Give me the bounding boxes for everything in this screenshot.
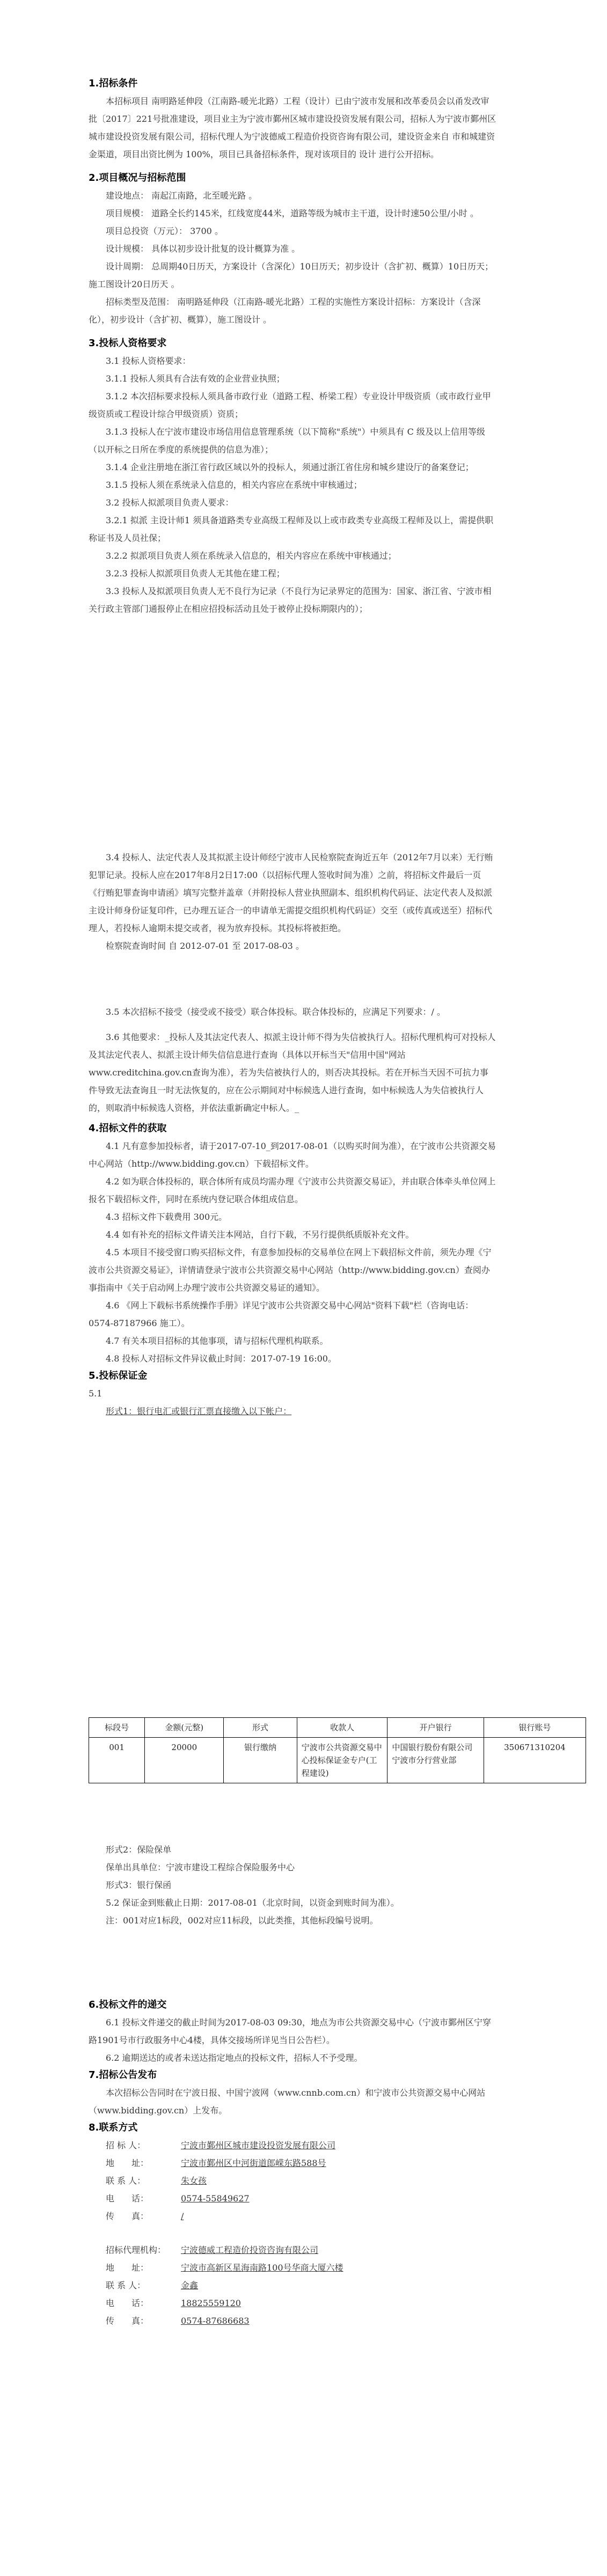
contact-value: 0574-55849627 <box>181 2193 250 2204</box>
section-7-title: 7.招标公告发布 <box>89 2069 157 2081</box>
doc-4-3: 4.3 招标文件下载费用 300元。 <box>106 1212 228 1222</box>
procuratorate-query-period: 检察院查询时间 自 2012-07-01 至 2017-08-03 。 <box>106 941 304 951</box>
section-1-body: 本招标项目 南明路延伸段（江南路-暖光北路）工程（设计）已由宁波市发展和改革委员会以甬发改审批〔2017〕221号批准建设，项目业主为宁波市鄞州区城市建设投资发展有限公司，招标人为宁波市鄞州区城市建设投资发展有限公司，招标代理人为宁波德威工程造价投资咨询有限公司，建设资金来自 市和城建资金渠道，项目出资比例为 100%，项目已具备招标条件，现对该项目的 设计 进行公开招标。 <box>89 96 496 159</box>
requirement-3-1: 3.1 投标人资格要求： <box>106 356 191 366</box>
section-4-title: 4.招标文件的获取 <box>89 1123 167 1134</box>
section-8-title: 8.联系方式 <box>89 2122 138 2133</box>
project-location: 建设地点： 南起江南路，北至暖光路 。 <box>106 191 258 201</box>
cell-form: 银行缴纳 <box>224 1738 297 1783</box>
contact-row <box>106 2241 496 2259</box>
cell-lot: 001 <box>89 1738 145 1783</box>
contact-value: 宁波德威工程造价投资咨询有限公司 <box>181 2245 319 2255</box>
section-3-title: 3.投标人资格要求 <box>89 338 167 349</box>
requirement-3-2: 3.2 投标人拟派项目负责人要求： <box>106 497 234 508</box>
contact-row <box>106 2312 496 2330</box>
doc-4-4: 4.4 如有补充的招标文件请关注本网站，自行下载，不另行提供纸质版补充文件。 <box>106 1230 414 1240</box>
tender-scope: 招标类型及范围： 南明路延伸段（江南路-暖光北路）工程的实施性方案设计招标：方案设计（含深化），初步设计（含扩初、概算），施工图设计 。 <box>89 297 481 325</box>
contact-key: 电 话： <box>106 2193 149 2204</box>
contact-row <box>106 2207 496 2225</box>
col-account: 银行账号 <box>484 1718 586 1738</box>
contact-value: 金鑫 <box>181 2280 199 2290</box>
contact-value: 宁波市鄞州区城市建设投资发展有限公司 <box>181 2140 336 2150</box>
tender-notice <box>89 75 496 1420</box>
section-1-title: 1.招标条件 <box>89 78 138 89</box>
deposit-details <box>89 1841 496 1929</box>
deposit-form-3: 形式3：银行保函 <box>106 1880 172 1890</box>
requirement-3-1-3: 3.1.3 投标人在宁波市建设市场信用信息管理系统（以下简称"系统"）中须具有 C 级及以上信用等级（以开标之日所在季度的系统提供的信息为准）； <box>89 427 485 455</box>
deposit-5-1: 5.1 <box>89 1388 103 1399</box>
requirement-3-2-1: 3.2.1 拟派 主设计师1 须具备道路类专业高级工程师及以上或市政类专业高级工程师及以上，需提供职称证书及人员社保； <box>89 515 494 543</box>
deposit-deadline: 5.2 保证金到账截止日期：2017-08-01（北京时间，以资金到账时间为准）。 <box>106 1898 399 1908</box>
blank-space <box>89 618 496 848</box>
contact-value: 宁波市高新区星海南路100号华商大厦六楼 <box>181 2263 343 2273</box>
section-6-title: 6.投标文件的递交 <box>89 1999 167 2010</box>
contact-row <box>106 2190 496 2207</box>
doc-4-2: 4.2 如为联合体投标的，联合体所有成员均需办理《宁波市公共资源交易证》，并由联合体牵头单位网上报名下载招标文件，同时在系统内登记联合体组成信息。 <box>89 1176 496 1204</box>
doc-4-7: 4.7 有关本项目招标的其他事项，请与招标代理机构联系。 <box>106 1336 328 1346</box>
deposit-form-1: 形式1：银行电汇或银行汇票直接缴入以下帐户： <box>106 1406 292 1416</box>
requirement-3-3: 3.3 投标人及拟派项目负责人无不良行为记录（不良行为记录界定的范围为：国家、浙江省、宁波市相关行政主管部门通报停止在相应招投标活动且处于被停止投标期限内的）； <box>89 586 492 614</box>
contact-key: 地 址： <box>106 2263 149 2273</box>
requirement-3-6: 3.6 其他要求：_投标人及其法定代表人、拟派主设计师不得为失信被执行人。招标代理机构可对投标人及其法定代表人、拟派主设计师失信信息进行查询（具体以开标当天"信用中国"网站www.creditchina.gov.cn查询为准），若为失信被执行人的，则否决其投标。若在开标当天因不可抗力事件导致无法查询且一时无法恢复的，应在公示期间对中标候选人进行查询，如中标候选人为失信被执行人的，则取消中标候选人资格，并依法重新确定中标人。_ <box>89 1032 496 1113</box>
contact-key: 招标代理机构： <box>106 2245 166 2255</box>
table-row <box>89 1738 586 1783</box>
project-investment: 项目总投资（万元）： 3700 。 <box>106 226 223 236</box>
doc-4-6: 4.6 《网上下载标书系统操作手册》详见宁波市公共资源交易中心网站"资料下载"栏（咨询电话：0574-87187966 施工）。 <box>89 1300 474 1328</box>
contact-key: 招 标 人： <box>106 2140 146 2150</box>
contact-row <box>106 2277 496 2294</box>
requirement-3-1-2: 3.1.2 本次招标要求投标人须具备市政行业（道路工程、桥梁工程）专业设计甲级资质（或市政行业甲级资质或工程设计综合甲级资质）资质； <box>89 391 491 419</box>
col-lot-number: 标段号 <box>89 1718 145 1738</box>
requirement-3-2-2: 3.2.2 拟派项目负责人须在系统录入信息的，相关内容应在系统中审核通过； <box>106 551 397 561</box>
table-header-row <box>89 1718 586 1738</box>
contact-key: 联 系 人： <box>106 2280 146 2290</box>
doc-4-8: 4.8 投标人对招标文件异议截止时间：2017-07-19 16:00。 <box>106 1353 337 1364</box>
contact-value: / <box>181 2211 184 2221</box>
cell-account: 350671310204 <box>484 1738 586 1783</box>
deposit-form-2: 形式2：保险保单 <box>106 1845 172 1855</box>
contact-row <box>106 2259 496 2277</box>
col-payee: 收款人 <box>297 1718 387 1738</box>
contact-value: 18825559120 <box>181 2298 241 2308</box>
cell-payee: 宁波市公共资源交易中心投标保证金专户(工程建设) <box>297 1738 387 1783</box>
contact-key: 电 话： <box>106 2298 149 2308</box>
requirement-3-1-1: 3.1.1 投标人须具有合法有效的企业营业执照； <box>106 374 285 384</box>
requirement-3-1-5: 3.1.5 投标人须在系统录入信息的，相关内容应在系统中审核通过； <box>106 480 362 490</box>
agent-contact <box>89 2241 496 2330</box>
contact-value: 0574-87686683 <box>181 2316 250 2326</box>
cell-bank: 中国银行股份有限公司宁波市分行营业部 <box>387 1738 484 1783</box>
insurer: 保单出具单位：宁波市建设工程综合保险服务中心 <box>106 1862 295 1872</box>
submission-6-1: 6.1 投标文件递交的截止时间为2017-08-03 09:30，地点为市公共资源交易中心（宁波市鄞州区宁穿路1901号市行政服务中心4楼，具体交接场所详见当日公告栏）。 <box>89 2017 491 2045</box>
tenderer-contact <box>89 2136 496 2225</box>
contact-row <box>106 2154 496 2172</box>
submission-section <box>89 1996 496 2330</box>
doc-4-1: 4.1 凡有意参加投标者，请于2017-07-10_到2017-08-01（以购买时间为准），在宁波市公共资源交易中心网站（http://www.bidding.gov.cn）下载招标文件。 <box>89 1141 496 1169</box>
project-scale: 项目规模： 道路全长约145米，红线宽度44米，道路等级为城市主干道，设计时速50公里/小时 。 <box>106 208 479 218</box>
requirement-3-2-3: 3.2.3 投标人拟派项目负责人无其他在建工程； <box>106 568 285 579</box>
contact-value: 宁波市鄞州区中河街道郎嵘东路588号 <box>181 2158 326 2168</box>
requirement-3-4: 3.4 投标人、法定代表人及其拟派主设计师经宁波市人民检察院查询近五年（2012年7月以来）无行贿犯罪记录。投标人应在2017年8月2日17:00（以招标代理人签收时间为准）之前，将招标文件最后一页《行贿犯罪查询申请函》填写完整并盖章（并附投标人营业执照副本、组织机构代码证、法定代表人及拟派主设计师身份证复印件，已办理五证合一的申请单无需提交组织机构代码证）交至（或传真或送至）招标代理人，若投标人逾期未提交或者，视为放弃投标。其投标将被拒绝。 <box>89 852 493 933</box>
doc-4-5: 4.5 本项目不接受窗口购买招标文件，有意参加投标的交易单位在网上下载招标文件前，须先办理《宁波市公共资源交易证》，详情请登录宁波市公共资源交易中心网站（http://www.bidding.gov.cn）查阅办事指南中《关于启动网上办理宁波市公共资源交易证的通知》。 <box>89 1247 492 1293</box>
requirement-3-5: 3.5 本次招标不接受（接受或不接受）联合体投标。联合体投标的，应满足下列要求：/ 。 <box>106 1007 446 1017</box>
deposit-account-table <box>89 1717 586 1783</box>
col-form: 形式 <box>224 1718 297 1738</box>
section-2-title: 2.项目概况与招标范围 <box>89 172 186 184</box>
design-scale: 设计规模： 具体以初步设计批复的设计概算为准 。 <box>106 244 301 254</box>
col-bank: 开户银行 <box>387 1718 484 1738</box>
contact-key: 传 真： <box>106 2316 149 2326</box>
announcement-body: 本次招标公告同时在宁波日报、中国宁波网（www.cnnb.com.cn）和宁波市公共资源交易中心网站（www.bidding.gov.cn）上发布。 <box>89 2088 486 2116</box>
contact-row <box>106 2294 496 2312</box>
submission-6-2: 6.2 逾期送达的或者未送达指定地点的投标文件，招标人不予受理。 <box>106 2053 363 2063</box>
col-amount: 金额(元整) <box>145 1718 224 1738</box>
design-period: 设计周期： 总周期40日历天，方案设计（含深化）10日历天；初步设计（含扩初、概算）10日历天；施工图设计20日历天 。 <box>89 261 494 289</box>
contact-key: 地 址： <box>106 2158 149 2168</box>
requirement-3-1-4: 3.1.4 企业注册地在浙江省行政区域以外的投标人，须通过浙江省住房和城乡建设厅的备案登记； <box>106 462 474 472</box>
contact-row <box>106 2136 496 2154</box>
cell-amount: 20000 <box>145 1738 224 1783</box>
contact-value: 朱女孩 <box>181 2176 207 2186</box>
contact-key: 联 系 人： <box>106 2176 146 2186</box>
contact-row <box>106 2172 496 2190</box>
section-5-title: 5.投标保证金 <box>89 1370 148 1381</box>
deposit-note: 注：001对应1标段，002对应11标段，以此类推，其他标段编号说明。 <box>106 1915 378 1926</box>
contact-key: 传 真： <box>106 2211 149 2221</box>
